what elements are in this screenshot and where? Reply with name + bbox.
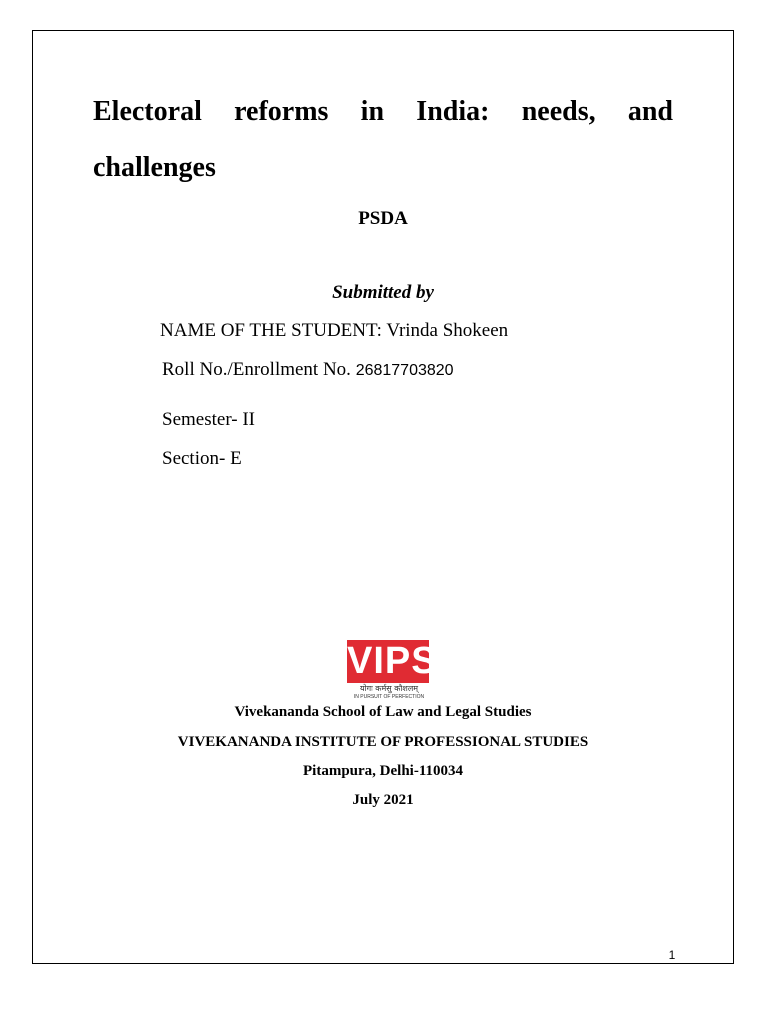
submission-date: July 2021 <box>352 792 414 808</box>
roll-number-label: Roll No./Enrollment No. <box>162 359 351 380</box>
roll-number-line <box>162 359 454 381</box>
vips-logo <box>347 640 438 704</box>
submitted-by-label: Submitted by <box>332 282 434 303</box>
vips-logo-text: VIPS <box>347 640 438 682</box>
semester: Semester- II <box>162 409 255 430</box>
institute-address: Pitampura, Delhi-110034 <box>303 763 463 779</box>
document-subtitle: PSDA <box>358 208 408 229</box>
vips-logo-tagline: IN PURSUIT OF PERFECTION <box>353 694 425 700</box>
page-number: 1 <box>668 948 676 962</box>
document-title: Electoral reforms in India: needs, and challenges <box>93 96 673 183</box>
section: Section- E <box>162 448 242 469</box>
institute-name: VIVEKANANDA INSTITUTE OF PROFESSIONAL STUDIES <box>177 734 589 750</box>
roll-number-value: 26817703820 <box>355 362 454 379</box>
school-name: Vivekananda School of Law and Legal Studies <box>234 704 532 720</box>
vips-logo-motto: योगः कर्मसु कौशलम् <box>359 684 419 693</box>
student-name: NAME OF THE STUDENT: Vrinda Shokeen <box>160 320 509 341</box>
